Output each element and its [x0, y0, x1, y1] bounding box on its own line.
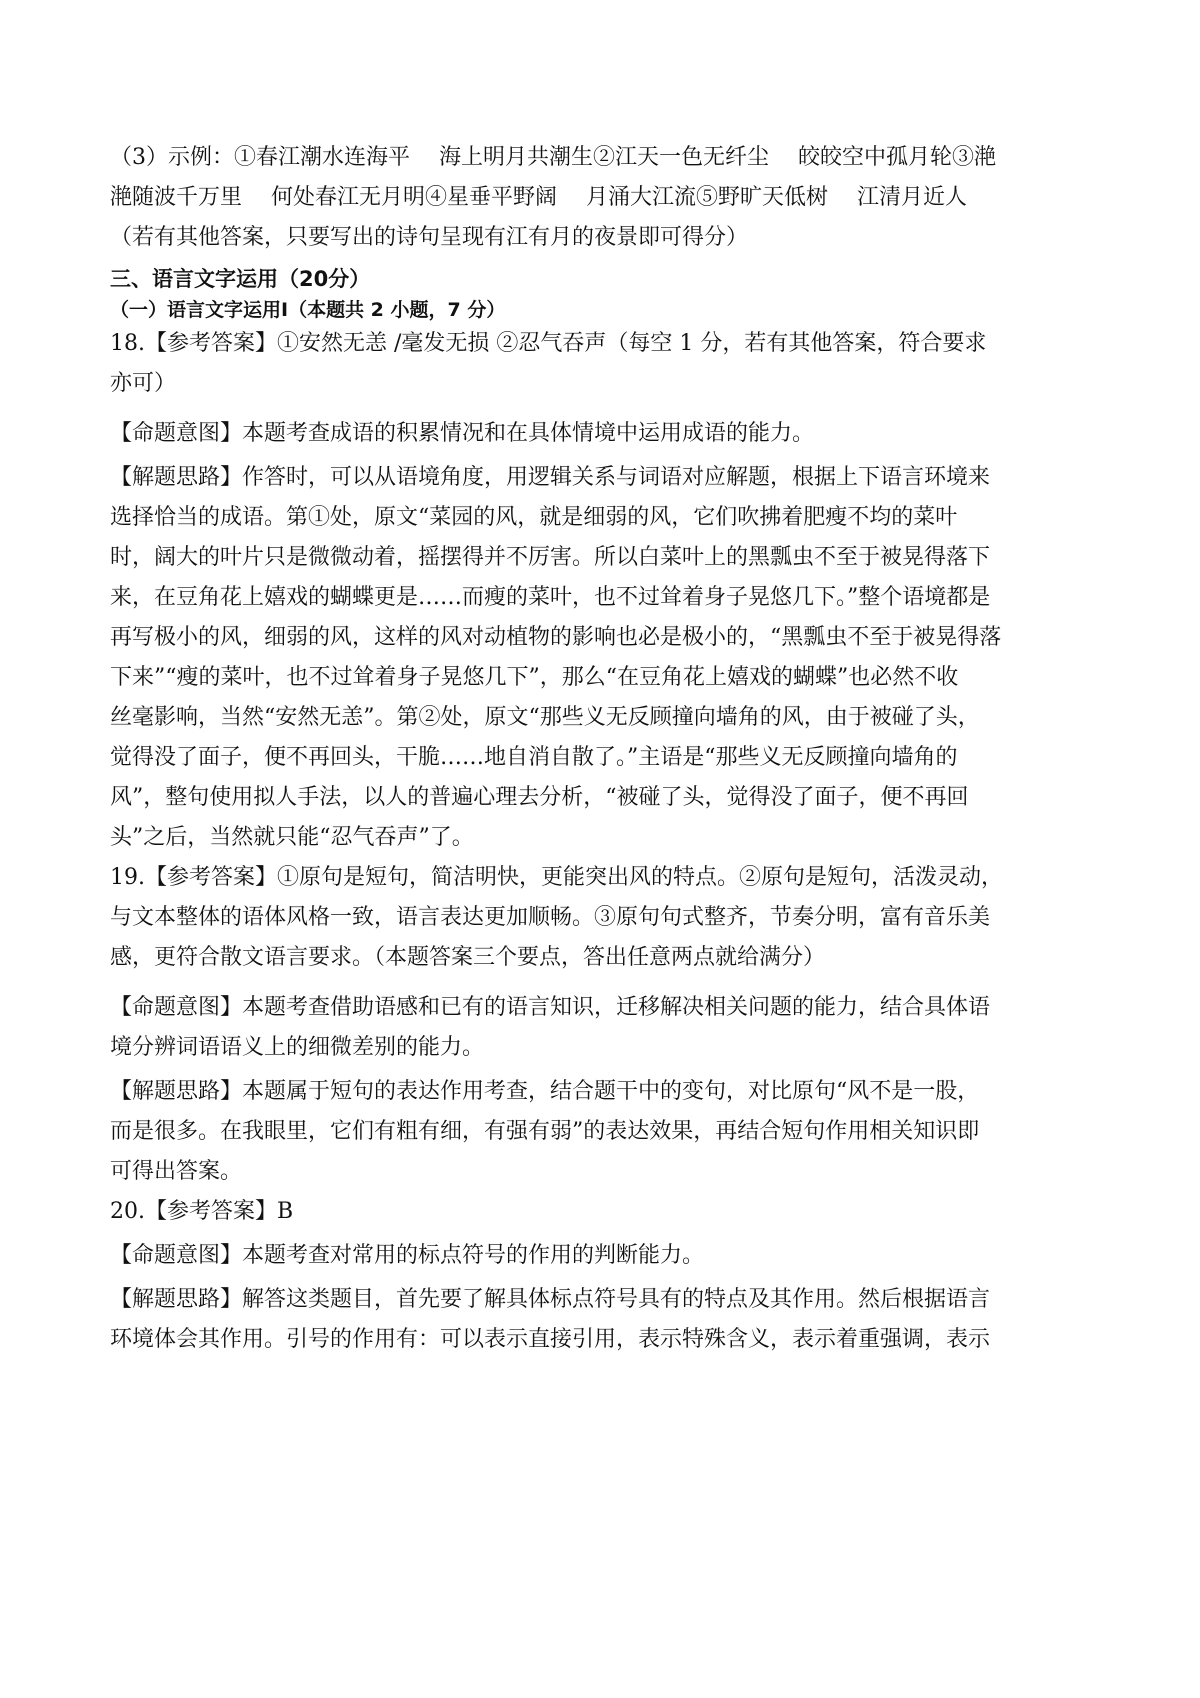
text-line: 时，阔大的叶片只是微微动着，摇摆得并不厉害。所以白菜叶上的黑瓢虫不至于被晃得落下	[110, 545, 991, 570]
text-line: 感，更符合散文语言要求。（本题答案三个要点，答出任意两点就给满分）	[110, 945, 826, 970]
text-line: 滟随波千万里 何处春江无月明④星垂平野阔 月涌大江流⑤野旷天低树 江清月近人	[110, 185, 967, 210]
text-line: 18.【参考答案】①安然无恙 /毫发无损 ②忍气吞声（每空 1 分，若有其他答案，符合要求	[110, 331, 987, 356]
document-page	[110, 138, 1095, 1360]
text-line: 【解题思路】作答时，可以从语境角度，用逻辑关系与词语对应解题，根据上下语言环境来	[110, 465, 991, 490]
text-line: 再写极小的风，细弱的风，这样的风对动植物的影响也必是极小的，“黑瓢虫不至于被晃得落	[110, 625, 1002, 650]
text-line: （3）示例：①春江潮水连海平 海上明月共潮生②江天一色无纤尘 皎皎空中孤月轮③滟	[110, 145, 996, 170]
q18-analysis	[110, 458, 1095, 858]
text-line: 环境体会其作用。引号的作用有：可以表示直接引用，表示特殊含义，表示着重强调，表示	[110, 1327, 991, 1352]
text-line: 19.【参考答案】①原句是短句，简洁明快，更能突出风的特点。②原句是短句，活泼灵动，	[110, 865, 1003, 890]
text-line: （若有其他答案，只要写出的诗句呈现有江有月的夜景即可得分）	[110, 225, 749, 250]
subsection-heading: （一）语言文字运用Ⅰ（本题共 2 小题，7 分）	[110, 299, 506, 321]
text-line: 风”，整句使用拟人手法，以人的普遍心理去分析，“被碰了头，觉得没了面子，便不再回	[110, 785, 969, 810]
q18-intent: 【命题意图】本题考查成语的积累情况和在具体情境中运用成语的能力。	[110, 421, 815, 446]
text-line: 【解题思路】解答这类题目，首先要了解具体标点符号具有的特点及其作用。然后根据语言	[110, 1287, 991, 1312]
text-line: 可得出答案。	[110, 1159, 243, 1184]
text-line: 丝毫影响，当然“安然无恙”。第②处，原文“那些义无反顾撞向墙角的风，由于被碰了头，	[110, 705, 980, 730]
q20-answer: 20.【参考答案】B	[110, 1199, 294, 1224]
text-line: 头”之后，当然就只能“忍气吞声”了。	[110, 825, 474, 850]
text-line: 选择恰当的成语。第①处，原文“菜园的风，就是细弱的风，它们吹拂着肥瘦不均的菜叶	[110, 505, 958, 530]
q20-intent: 【命题意图】本题考查对常用的标点符号的作用的判断能力。	[110, 1243, 705, 1268]
q20-analysis	[110, 1280, 1095, 1360]
text-line: 下来”“瘦的菜叶，也不过耸着身子晃悠几下”，那么“在豆角花上嬉戏的蝴蝶”也必然不收	[110, 665, 959, 690]
text-line: 来，在豆角花上嬉戏的蝴蝶更是……而瘦的菜叶，也不过耸着身子晃悠几下。”整个语境都是	[110, 585, 991, 610]
q19-intent	[110, 988, 1095, 1068]
text-line: 境分辨词语语义上的细微差别的能力。	[110, 1035, 485, 1060]
text-line: 觉得没了面子，便不再回头，干脆……地自消自散了。”主语是“那些义无反顾撞向墙角的	[110, 745, 958, 770]
q18-answer	[110, 324, 1095, 404]
q19-answer	[110, 858, 1095, 978]
text-line: 亦可）	[110, 371, 177, 396]
text-line: 而是很多。在我眼里，它们有粗有细，有强有弱”的表达效果，再结合短句作用相关知识即	[110, 1119, 980, 1144]
section-heading: 三、语言文字运用（20分）	[110, 267, 371, 291]
text-line: 【解题思路】本题属于短句的表达作用考查，结合题干中的变句，对比原句“风不是一股，	[110, 1079, 980, 1104]
text-line: 【命题意图】本题考查借助语感和已有的语言知识，迁移解决相关问题的能力，结合具体语	[110, 995, 991, 1020]
q19-analysis	[110, 1072, 1095, 1192]
text-line: 与文本整体的语体风格一致，语言表达更加顺畅。③原句句式整齐，节奏分明，富有音乐美	[110, 905, 991, 930]
section-3-example	[110, 138, 1095, 258]
